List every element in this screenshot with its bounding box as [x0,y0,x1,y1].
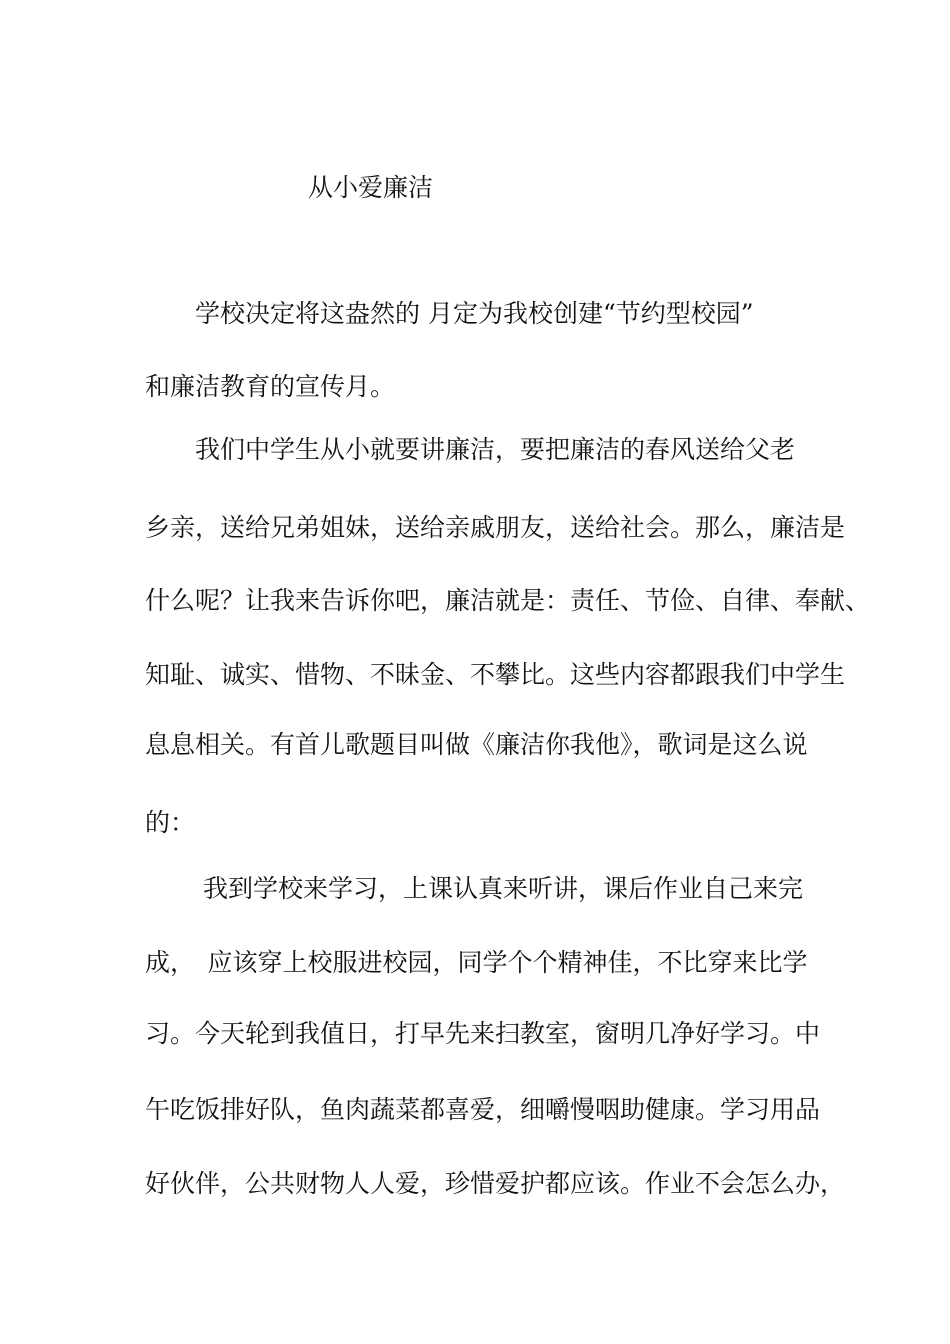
paragraph-line-5: 什么呢？让我来告诉你吧，廉洁就是：责任、节俭、自律、奉献、 [145,586,871,615]
paragraph-line-9: 我到学校来学习，上课认真来听讲，课后作业自己来完 [145,874,803,903]
paragraph-line-4: 乡亲，送给兄弟姐妹，送给亲戚朋友，送给社会。那么，廉洁是 [145,513,846,542]
paragraph-line-12: 午吃饭排好队，鱼肉蔬菜都喜爱，细嚼慢咽助健康。学习用品 [145,1095,821,1124]
document-title: 从小爱廉洁 [308,173,434,202]
paragraph-line-2: 和廉洁教育的宣传月。 [145,372,396,401]
paragraph-line-1: 学校决定将这盎然的 月定为我校创建“节约型校园” [145,299,754,328]
paragraph-line-13: 好伙伴，公共财物人人爱，珍惜爱护都应该。作业不会怎么办， [145,1169,846,1198]
paragraph-line-11: 习。今天轮到我值日，打早先来扫教室，窗明几净好学习。中 [145,1019,821,1048]
paragraph-line-3: 我们中学生从小就要讲廉洁，要把廉洁的春风送给父老 [145,435,796,464]
paragraph-line-10: 成， 应该穿上校服进校园，同学个个精神佳，不比穿来比学 [145,948,808,977]
paragraph-line-8: 的： [145,808,196,837]
paragraph-line-6: 知耻、诚实、惜物、不昧金、不攀比。这些内容都跟我们中学生 [145,660,846,689]
paragraph-line-7: 息息相关。有首儿歌题目叫做《廉洁你我他》，歌词是这么说 [145,730,808,759]
